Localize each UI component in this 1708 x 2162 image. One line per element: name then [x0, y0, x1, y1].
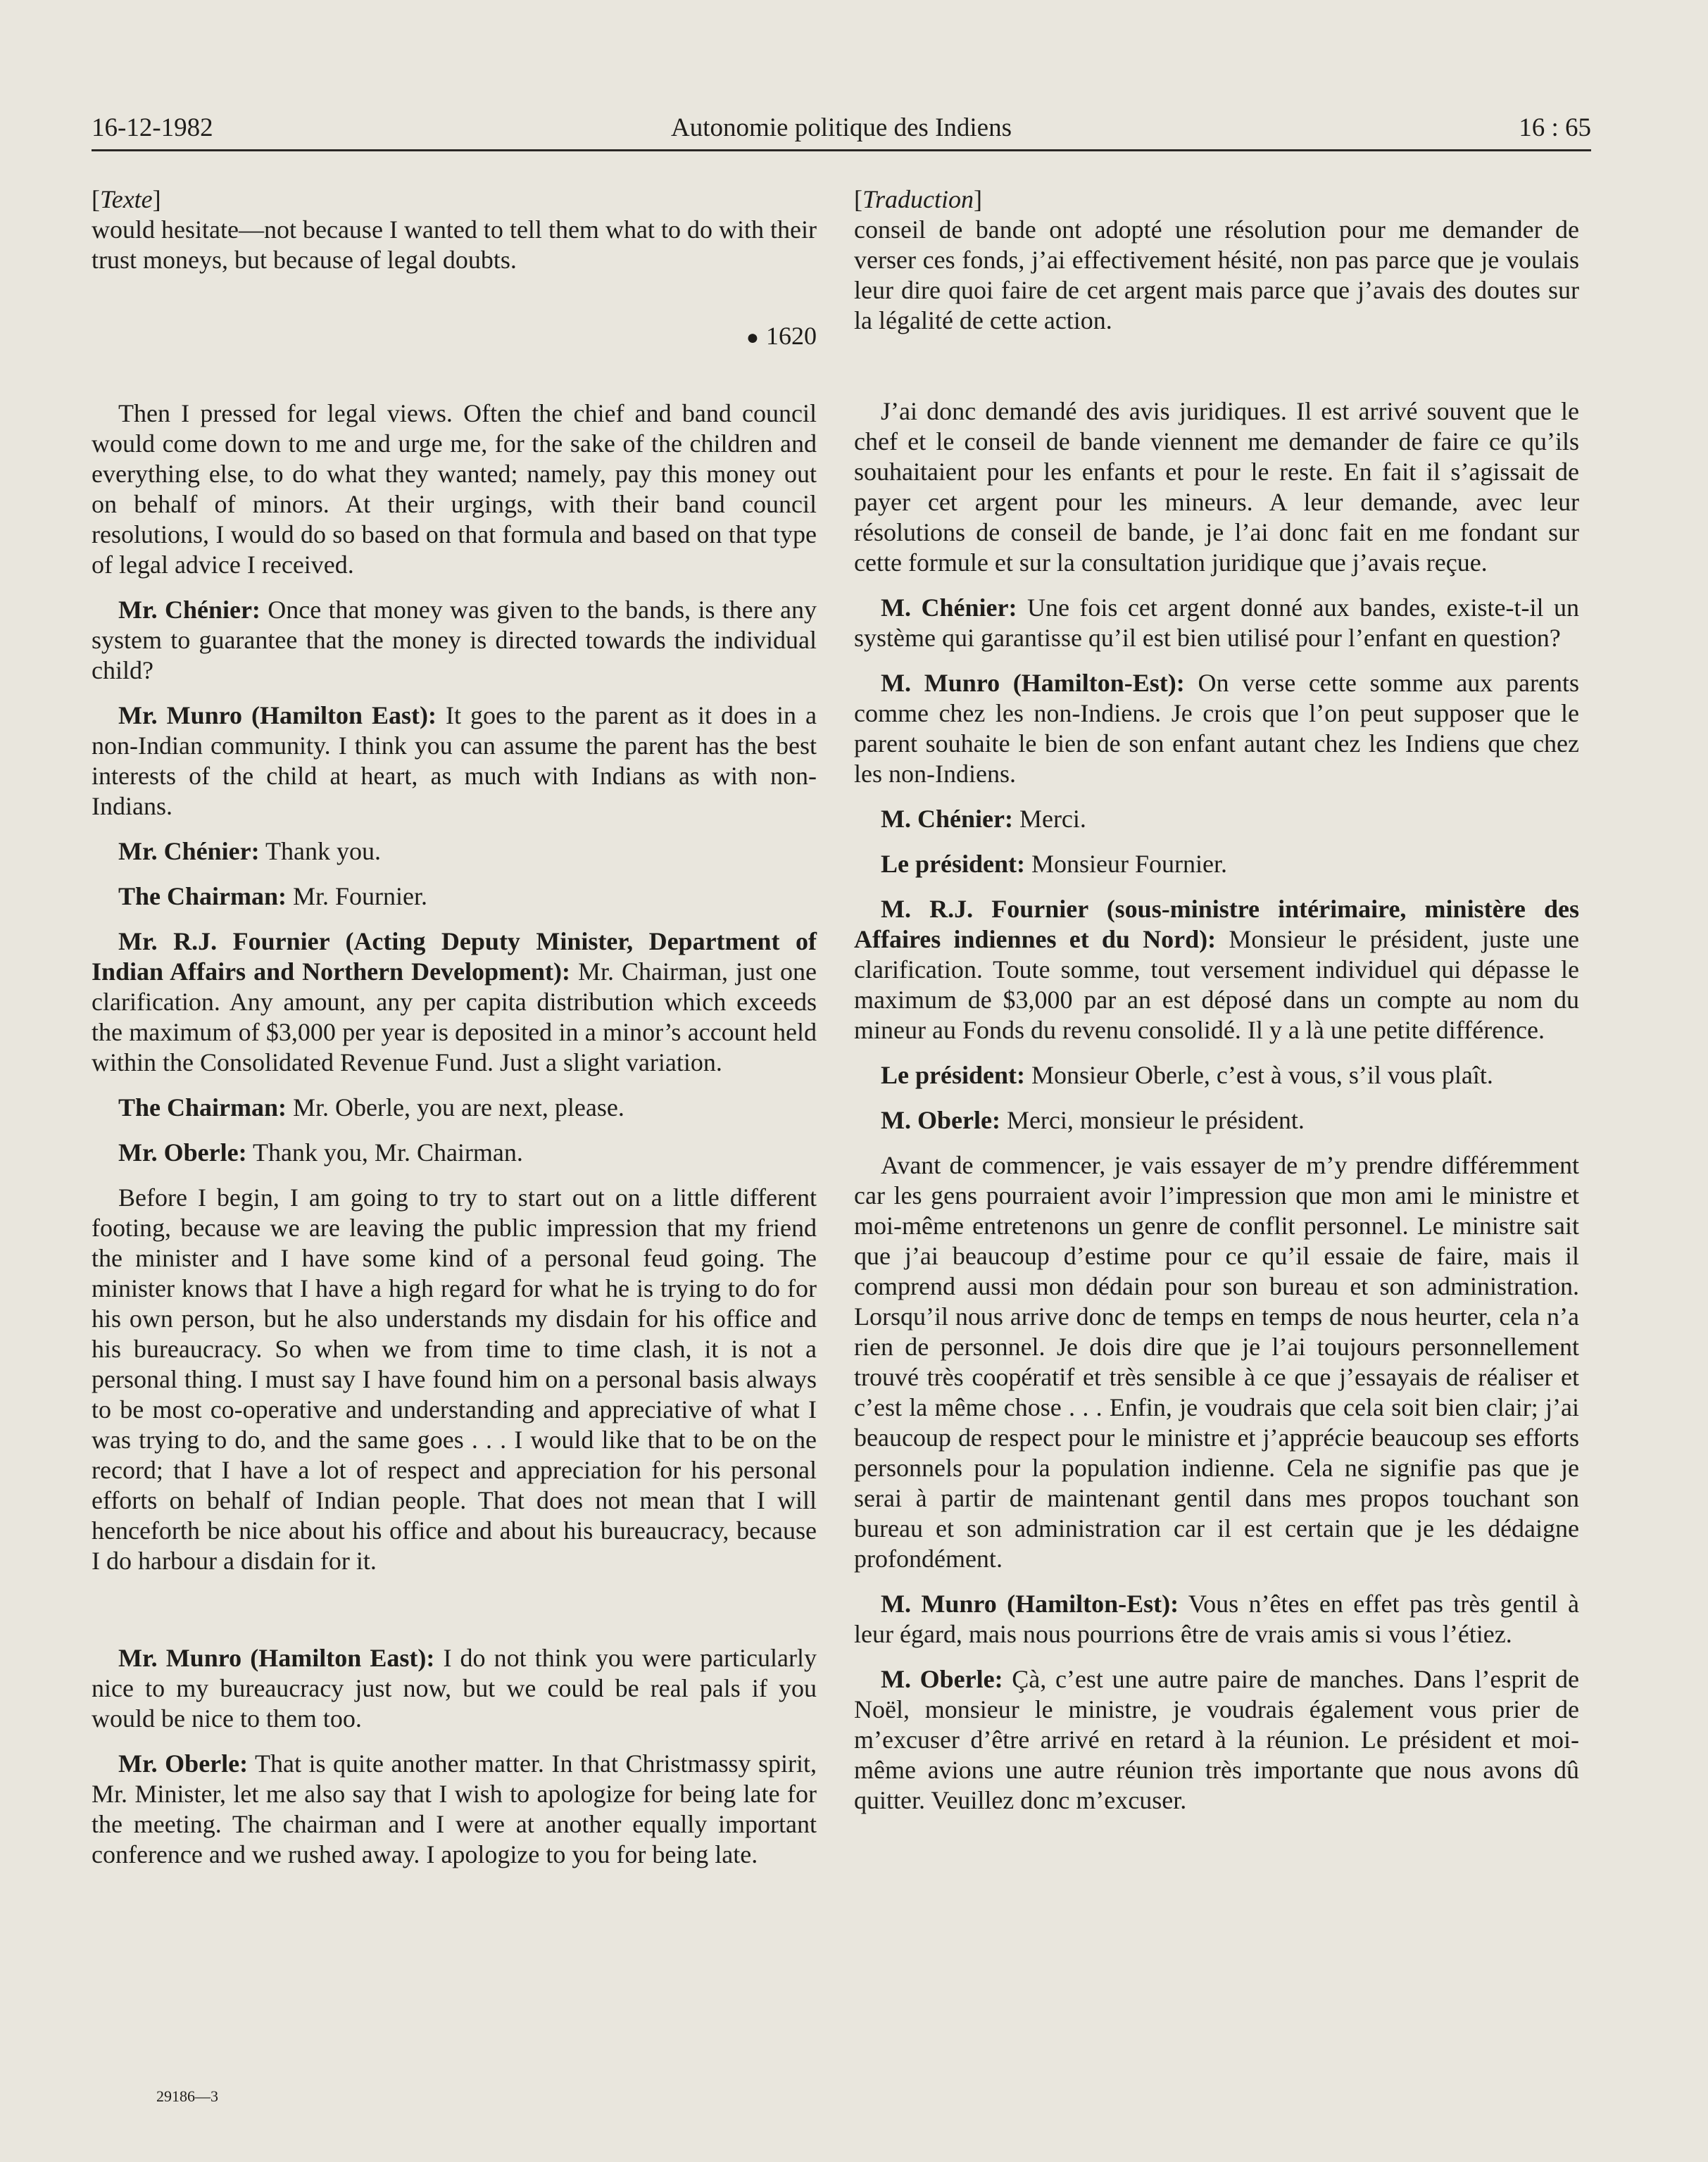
speech	[92, 881, 817, 912]
bullet-icon: ●	[746, 326, 759, 349]
speech	[854, 1105, 1579, 1136]
speaker-name: Mr. Chénier:	[118, 837, 260, 865]
speech	[854, 804, 1579, 834]
speech	[92, 926, 817, 1078]
speech-text: Une fois cet argent donné aux bandes, existe-t-il un système qui garantisse qu’il est bien utilisé pour l’enfant en question?	[854, 593, 1580, 652]
speaker-name: Mr. Munro (Hamilton East):	[118, 701, 437, 729]
speech-text: Monsieur Oberle, c’est à vous, s’il vous plaît.	[1024, 1061, 1493, 1089]
speaker-name: Mr. Chénier:	[118, 596, 260, 624]
speaker-name: M. Munro (Hamilton-Est):	[881, 1590, 1179, 1618]
paragraph: Then I pressed for legal views. Often the chief and band council would come down to me and urge me, for the sake of the children and everything else, to do what they wanted; namely, pay this money out on behalf of minors. At their urgings, with their band council resolutions, I would do so based on that formula and based on that type of legal advice I received.	[92, 399, 817, 579]
speech-text: Mr. Chairman, just one clarification. Any amount, any per capita distribution which exceeds the maximum of $3,000 per year is deposited in a minor’s account held within the Consolidated Revenue Fund. Just a slight variation.	[92, 957, 817, 1076]
speech	[92, 595, 817, 686]
paragraph: conseil de bande ont adopté une résolution pour me demander de verser ces fonds, j’ai effectivement hésité, non pas parce que je voulais leur dire quoi faire de cet argent mais parce que j’avais des doutes sur la légalité de cette action.	[854, 215, 1579, 334]
speaker-name: The Chairman:	[118, 1093, 287, 1121]
speech-text: Vous n’êtes en effet pas très gentil à leur égard, mais nous pourrions être de vrais amis si vous l’étiez.	[854, 1590, 1579, 1648]
page-footer-code: 29186—3	[156, 2087, 218, 2105]
speech-text: Mr. Fournier.	[287, 882, 428, 910]
speech	[854, 668, 1579, 789]
paragraph: J’ai donc demandé des avis juridiques. Il est arrivé souvent que le chef et le conseil de bande viennent me demander de faire ce qu’ils souhaitaient pour les enfants et pour le reste. En fait il s’agissait de payer cet argent pour les mineurs. A leur demande, avec leur résolutions de conseil de bande, je l’ai donc fait en me fondant sur cette formule et sur la consultation juridique que j’avais reçue.	[854, 397, 1579, 577]
speaker-name: M. R.J. Fournier (sous-ministre intérimaire, ministère des Affaires indiennes et du Nord):	[854, 895, 1579, 953]
speech-text: I do not think you were particularly nice to my bureaucracy just now, but we could be real pals if you would be nice to them too.	[92, 1644, 817, 1733]
speaker-name: M. Oberle:	[881, 1665, 1003, 1693]
paragraph: Before I begin, I am going to try to start out on a little different footing, because we are leaving the public impression that my friend the minister and I have some kind of a personal feud going. The minister knows that I have a high regard for what he is trying to do for his own person, but he also understands my disdain for his office and his bureaucracy. So when we from time to time clash, it is not a personal thing. I must say I have found him on a personal basis always to be most co-operative and understanding and appreciative of what I was trying to do, and the same goes . . . I would like that to be on the record; that I have a lot of respect and appreciation for his personal efforts on behalf of Indian people. That does not mean that I will henceforth be nice about his office and about his bureaucracy, because I do harbour a disdain for it.	[92, 1183, 817, 1575]
speech	[854, 593, 1579, 653]
speaker-name: Le président:	[881, 850, 1025, 878]
speech-text: Once that money was given to the bands, is there any system to guarantee that the money is directed towards the individual child?	[92, 596, 817, 684]
speech	[854, 1589, 1579, 1649]
speech-text: Monsieur Fournier.	[1024, 850, 1227, 878]
speech	[854, 1060, 1579, 1091]
speech	[854, 849, 1579, 879]
column-label: [Traduction]	[854, 185, 983, 213]
spacer	[92, 1576, 817, 1643]
speaker-name: M. Chénier:	[881, 805, 1013, 833]
speaker-name: Mr. R.J. Fournier (Acting Deputy Minister, Department of Indian Affairs and Northern Development):	[92, 927, 817, 986]
speaker-name: M. Chénier:	[881, 593, 1017, 622]
french-column	[854, 184, 1579, 1816]
spacer	[92, 368, 817, 398]
speech	[92, 1643, 817, 1734]
speech	[854, 894, 1579, 1045]
speech-text: Çà, c’est une autre paire de manches. Dans l’esprit de Noël, monsieur le ministre, je voudrais également vous prier de m’excuser d’être arrivé en retard à la réunion. Le président et moi-même avions une autre réunion très importante que nous avons dû quitter. Veuillez donc m’excuser.	[854, 1665, 1579, 1814]
speech-text: Thank you, Mr. Chairman.	[246, 1138, 523, 1167]
running-header	[92, 107, 1591, 151]
spacer	[854, 366, 1579, 396]
speech	[92, 836, 817, 867]
speaker-name: Mr. Munro (Hamilton East):	[118, 1644, 435, 1672]
speech-text: Mr. Oberle, you are next, please.	[287, 1093, 624, 1121]
speech	[854, 1664, 1579, 1816]
speech-text: Monsieur le président, juste une clarification. Toute somme, tout versement individuel qui dépasse le maximum de $3,000 par an est déposé dans un compte au nom du mineur au Fonds du revenu consolidé. Il y a là une petite différence.	[854, 925, 1579, 1044]
speech	[92, 1093, 817, 1123]
speech-text: Merci.	[1012, 805, 1086, 833]
speech	[92, 1749, 817, 1870]
speech-text: It goes to the parent as it does in a non-Indian community. I think you can assume the parent has the best interests of the child at heart, as much with Indians as with non-Indians.	[92, 701, 817, 820]
speech	[92, 700, 817, 822]
speech-text: That is quite another matter. In that Christmassy spirit, Mr. Minister, let me also say that I wish to apologize for being late for the meeting. The chairman and I were at another equally important conference and we rushed away. I apologize to you for being late.	[92, 1749, 817, 1868]
speech	[92, 1138, 817, 1168]
speech-text: On verse cette somme aux parents comme chez les non-Indiens. Je crois que l’on peut supposer que le parent souhaite le bien de son enfant autant chez les Indiens que chez les non-Indiens.	[854, 669, 1579, 788]
spacer	[92, 275, 817, 306]
header-date: 16-12-1982	[92, 113, 213, 142]
english-column	[92, 184, 817, 1870]
paragraph: would hesitate—not because I wanted to tell them what to do with their trust moneys, but because of legal doubts.	[92, 215, 817, 274]
spacer	[854, 336, 1579, 366]
paragraph: Avant de commencer, je vais essayer de m’y prendre différemment car les gens pourraient avoir l’impression que mon ami le ministre et moi-même entretenons un genre de conflit personnel. Le ministre sait que j’ai beaucoup d’estime pour ce qu’il essaie de faire, mais il comprend aussi mon dédain pour son bureau et son administration. Lorsqu’il nous arrive donc de temps en temps de nous heurter, cela n’a rien de personnel. Je dois dire que je l’ai toujours personnellement trouvé très coopératif et très sensible à ce que j’essayais de réaliser et c’est la même chose . . . Enfin, je voudrais que cela soit bien clair; j’ai beaucoup de respect pour le ministre et j’apprécie beaucoup ses efforts personnels pour la population indienne. Cela ne signifie pas que je serai à partir de maintenant gentil dans mes propos touchant son bureau et son administration car il est certain que je les dédaigne profondément.	[854, 1151, 1579, 1573]
speech-text: Merci, monsieur le président.	[1000, 1106, 1305, 1134]
speaker-name: M. Munro (Hamilton-Est):	[881, 669, 1185, 697]
speech-text: Thank you.	[259, 837, 381, 865]
column-label: [Texte]	[92, 185, 161, 213]
speaker-name: Le président:	[881, 1061, 1025, 1089]
speaker-name: Mr. Oberle:	[118, 1749, 249, 1778]
speaker-name: The Chairman:	[118, 882, 287, 910]
header-page-number: 16 : 65	[1519, 113, 1591, 142]
time-marker: ● 1620	[746, 322, 817, 350]
speaker-name: Mr. Oberle:	[118, 1138, 247, 1167]
speaker-name: M. Oberle:	[881, 1106, 1000, 1134]
header-title: Autonomie politique des Indiens	[670, 113, 1012, 142]
